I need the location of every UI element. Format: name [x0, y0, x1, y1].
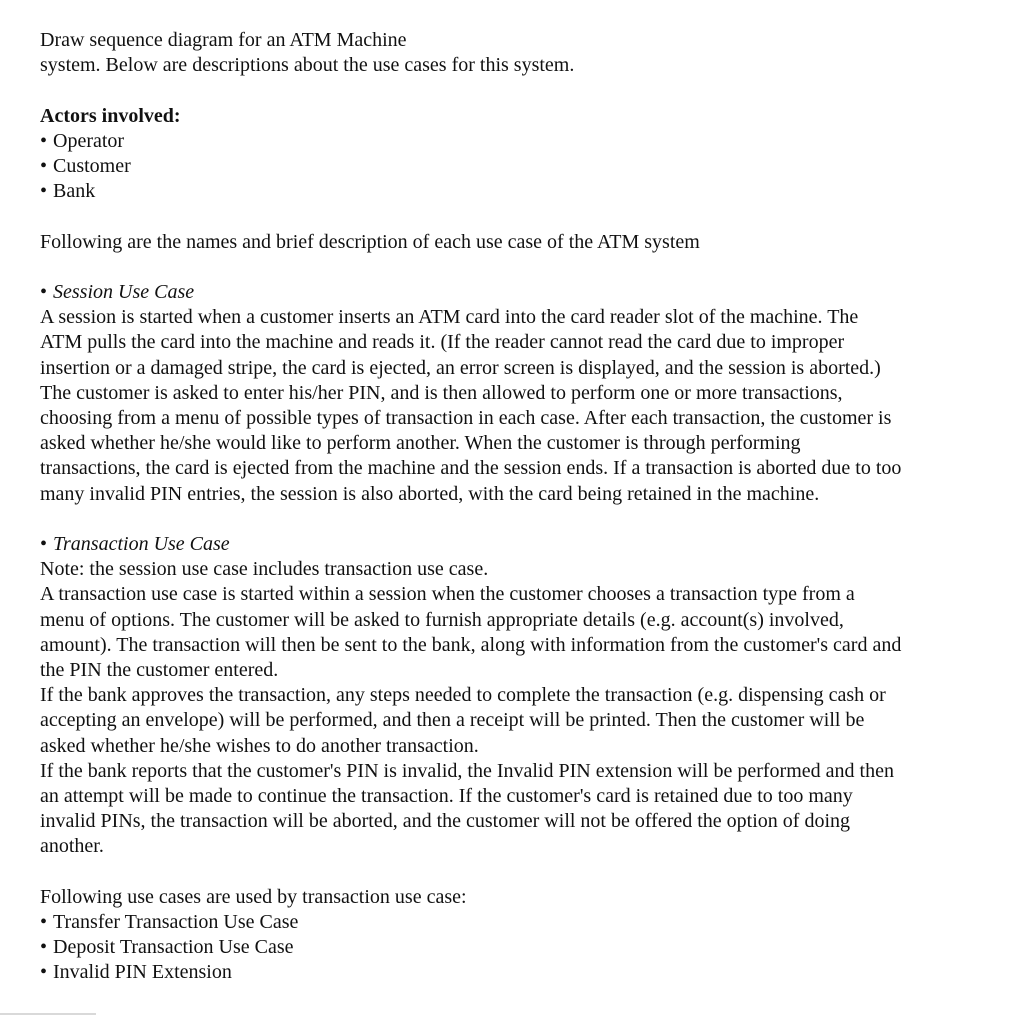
- session-title: • Session Use Case: [40, 280, 195, 303]
- transaction-line: menu of options. The customer will be asked to furnish appropriate details (e.g. account(s) involved,: [40, 608, 844, 631]
- transaction-line: asked whether he/she wishes to do another transaction.: [40, 734, 479, 757]
- session-line: asked whether he/she would like to perform another. When the customer is through performing: [40, 432, 801, 455]
- transaction-line: amount). The transaction will then be sent to the bank, along with information from the customer's card and: [40, 633, 902, 656]
- used-by-item: • Transfer Transaction Use Case: [40, 911, 299, 934]
- session-line: ATM pulls the card into the machine and reads it. (If the reader cannot read the card due to improper: [40, 331, 845, 354]
- actors-heading: Actors involved:: [40, 104, 181, 127]
- transaction-line: accepting an envelope) will be performed, and then a receipt will be printed. Then the customer will be: [40, 709, 865, 732]
- session-line: The customer is asked to enter his/her PIN, and is then allowed to perform one or more transactions,: [40, 381, 843, 404]
- transaction-line: the PIN the customer entered.: [40, 659, 279, 682]
- transaction-line: an attempt will be made to continue the transaction. If the customer's card is retained due to too many: [40, 785, 853, 808]
- transaction-note: Note: the session use case includes transaction use case.: [40, 558, 489, 581]
- document-body: [40, 28, 1000, 986]
- transaction-title: • Transaction Use Case: [40, 533, 230, 555]
- transaction-line: If the bank reports that the customer's PIN is invalid, the Invalid PIN extension will be performed and then: [40, 759, 894, 782]
- intro-line-2: system. Below are descriptions about the use cases for this system.: [40, 54, 575, 77]
- actor-item: • Bank: [40, 180, 96, 203]
- used-by-item: • Invalid PIN Extension: [40, 961, 232, 984]
- session-line: many invalid PIN entries, the session is also aborted, with the card being retained in the machine.: [40, 482, 820, 505]
- transaction-line: invalid PINs, the transaction will be aborted, and the customer will not be offered the option of doing: [40, 810, 850, 833]
- session-line: A session is started when a customer inserts an ATM card into the card reader slot of the machine. The: [40, 306, 859, 329]
- transaction-line: A transaction use case is started within a session when the customer chooses a transaction type from a: [40, 583, 855, 606]
- used-by-intro: Following use cases are used by transaction use case:: [40, 885, 467, 908]
- session-line: transactions, the card is ejected from the machine and the session ends. If a transaction is aborted due to too: [40, 457, 902, 480]
- actor-item: • Customer: [40, 155, 131, 177]
- use-case-intro: Following are the names and brief description of each use case of the ATM system: [40, 230, 700, 253]
- actor-item: • Operator: [40, 129, 125, 152]
- session-line: insertion or a damaged stripe, the card is ejected, an error screen is displayed, and the session is aborted.): [40, 356, 881, 379]
- intro-line-1: Draw sequence diagram for an ATM Machine: [40, 29, 407, 51]
- used-by-item: • Deposit Transaction Use Case: [40, 936, 294, 959]
- transaction-line: If the bank approves the transaction, any steps needed to complete the transaction (e.g. dispensing cash or: [40, 684, 886, 707]
- transaction-line: another.: [40, 835, 104, 858]
- session-line: choosing from a menu of possible types of transaction in each case. After each transaction, the customer is: [40, 407, 892, 429]
